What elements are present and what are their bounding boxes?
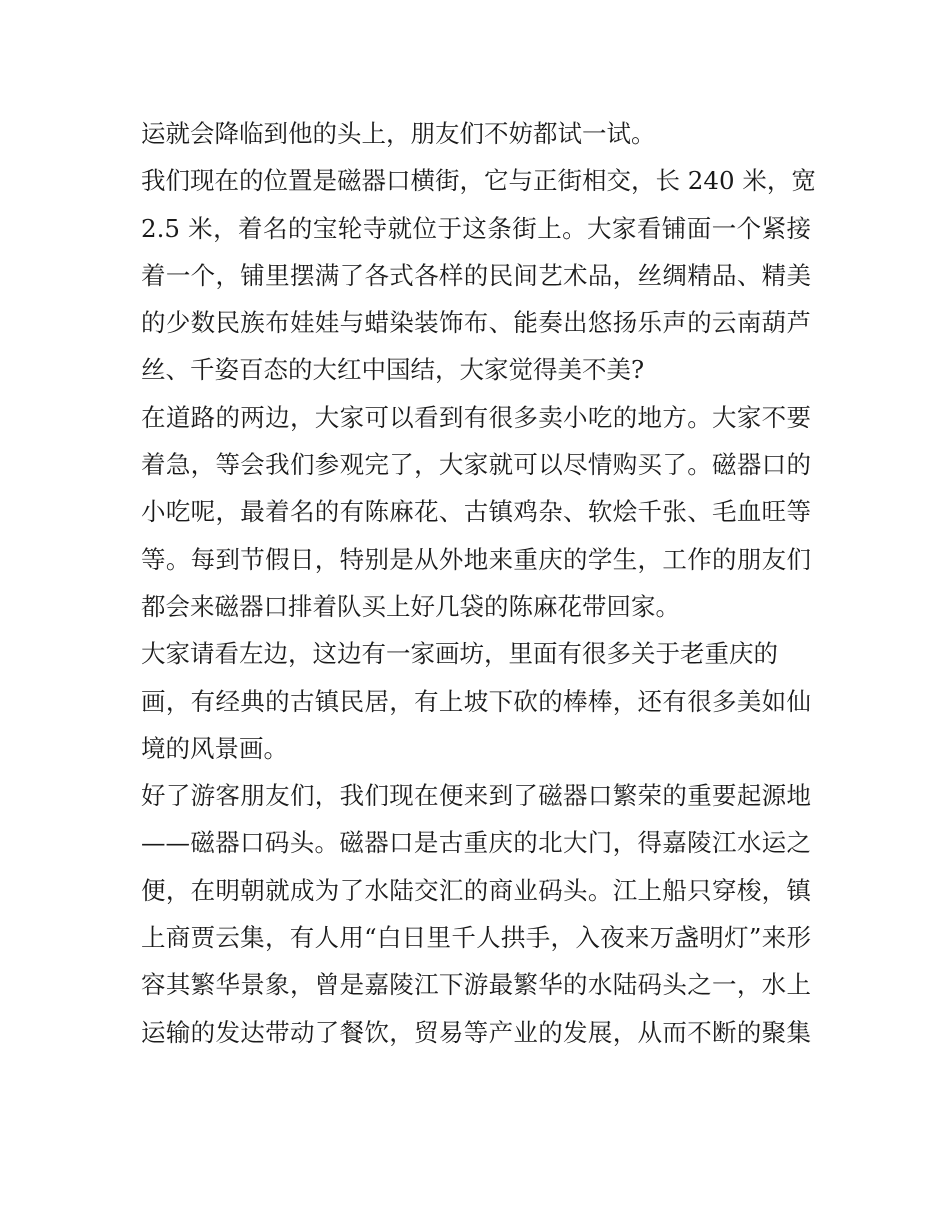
text-line: 的少数民族布娃娃与蜡染装饰布、能奏出悠扬乐声的云南葫芦: [141, 308, 811, 338]
body-text: [141, 110, 816, 1056]
text-line: 小吃呢，最着名的有陈麻花、古镇鸡杂、软烩千张、毛血旺等: [141, 497, 811, 527]
text-line: 容其繁华景象，曾是嘉陵江下游最繁华的水陆码头之一，水上: [141, 970, 811, 1000]
text-line: 我们现在的位置是磁器口横街，它与正街相交，长 240 米，宽: [141, 166, 816, 196]
text-line: 好了游客朋友们，我们现在便来到了磁器口繁荣的重要起源地: [141, 781, 811, 811]
text-line: 都会来磁器口排着队买上好几袋的陈麻花带回家。: [141, 591, 680, 621]
text-line: 运输的发达带动了餐饮，贸易等产业的发展，从而不断的聚集: [141, 1017, 811, 1047]
text-line: 大家请看左边，这边有一家画坊，里面有很多关于老重庆的: [141, 639, 778, 669]
text-line: 2.5 米，着名的宝轮寺就位于这条街上。大家看铺面一个紧接: [141, 213, 811, 243]
text-line: 便，在明朝就成为了水陆交汇的商业码头。江上船只穿梭，镇: [141, 875, 811, 905]
text-line: 境的风景画。: [141, 733, 288, 763]
text-line: 着急，等会我们参观完了，大家就可以尽情购买了。磁器口的: [141, 450, 811, 480]
text-line: 画，有经典的古镇民居，有上坡下砍的棒棒，还有很多美如仙: [141, 686, 811, 716]
text-line: 着一个，铺里摆满了各式各样的民间艺术品，丝绸精品、精美: [141, 260, 811, 290]
text-line: 上商贾云集，有人用“白日里千人拱手，入夜来万盏明灯”来形: [141, 923, 811, 953]
text-line: 丝、千姿百态的大红中国结，大家觉得美不美?: [141, 355, 645, 385]
text-line: ——磁器口码头。磁器口是古重庆的北大门，得嘉陵江水运之: [141, 828, 811, 858]
text-line: 等。每到节假日，特别是从外地来重庆的学生，工作的朋友们: [141, 544, 811, 574]
text-line: 在道路的两边，大家可以看到有很多卖小吃的地方。大家不要: [141, 402, 811, 432]
text-line: 运就会降临到他的头上，朋友们不妨都试一试。: [141, 119, 656, 148]
